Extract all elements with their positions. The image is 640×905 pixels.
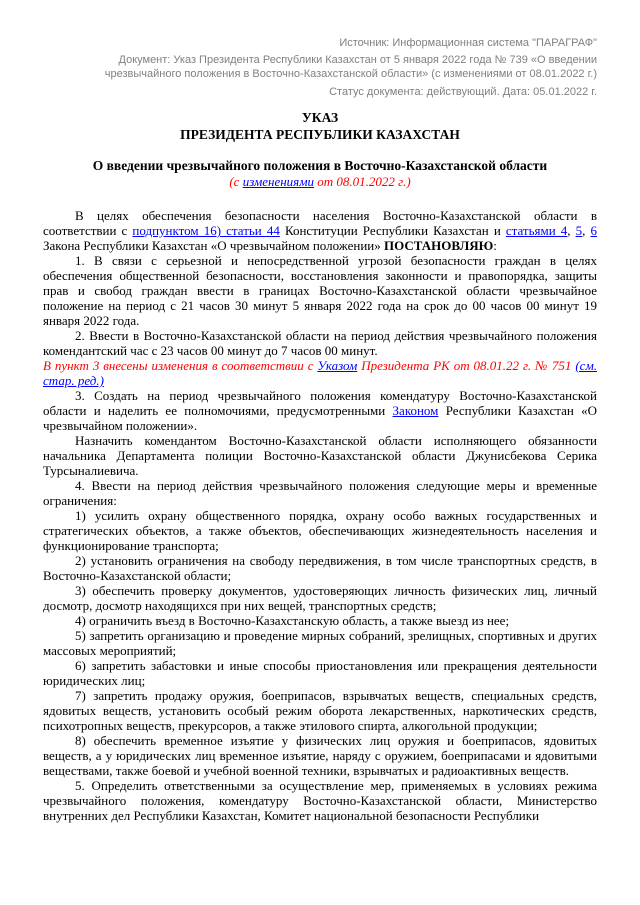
point-3-amendment-notice — [43, 358, 597, 388]
measure-item-1: 1) усилить охрану общественного порядка, охрану особо важных государственных и стратегических объектов, а также объектов, обеспечивающих жизнедеятельность населения и функционирование транспорта; — [43, 508, 597, 553]
document-meta — [43, 36, 597, 99]
amendment-link[interactable]: изменениями — [242, 174, 315, 189]
emergency-law-link[interactable]: Законом — [392, 403, 439, 418]
law-article-6-link[interactable]: 6 — [590, 223, 597, 238]
amendment-suffix: от 08.01.2022 г.) — [314, 174, 411, 189]
intro-text-4: , — [582, 223, 591, 238]
law-article-4-link[interactable]: статьями 4 — [505, 223, 568, 238]
paragraph-3-appointment: Назначить комендантом Восточно-Казахстанской области исполняющего обязанности начальника Департамента полиции Восточно-Казахстанской области Джунисбекова Серика Турсыналиевича. — [43, 433, 597, 478]
paragraph-2: 2. Ввести в Восточно-Казахстанской области на период действия чрезвычайного положения комендантский час с 23 часов 00 минут до 7 часов 00 минут. — [43, 328, 597, 358]
decree-issuer-heading: ПРЕЗИДЕНТА РЕСПУБЛИКИ КАЗАХСТАН — [180, 127, 460, 142]
notice-text-2: Президента РК от 08.01.22 г. № 751 — [357, 358, 576, 373]
decree-heading — [43, 109, 597, 143]
intro-text-5: Закона Республики Казахстан «О чрезвычайном положении» — [43, 238, 384, 253]
intro-paragraph — [43, 208, 597, 253]
paragraph-5: 5. Определить ответственными за осуществление мер, применяемых в условиях режима чрезвычайного положения, комендатуру Восточно-Казахстанской области, Министерство внутренних дел Республики Казахстан, Комитет национальной безопасности Республики — [43, 778, 597, 823]
meta-status-line: Статус документа: действующий. Дата: 05.01.2022 г. — [329, 86, 597, 98]
paragraph-3 — [43, 388, 597, 433]
paragraph-4: 4. Ввести на период действия чрезвычайного положения следующие меры и временные ограничения: — [43, 478, 597, 508]
document-title-block — [43, 157, 597, 190]
postanovlyayu-bold: ПОСТАНОВЛЯЮ — [383, 238, 494, 253]
decree-type-heading: УКАЗ — [301, 110, 339, 125]
measure-item-7: 7) запретить продажу оружия, боеприпасов, взрывчатых веществ, специальных средств, ядовитых веществ, установить особый режим оборота лекарственных, наркотических средств, психотропных веществ, прекурсоров, а также этилового спирта, алкогольной продукции; — [43, 688, 597, 733]
decree-751-link[interactable]: Указом — [317, 358, 358, 373]
measure-item-5: 5) запретить организацию и проведение мирных собраний, зрелищных, спортивных и других массовых мероприятий; — [43, 628, 597, 658]
measure-item-3: 3) обеспечить проверку документов, удостоверяющих личность физических лиц, личный досмотр, досмотр находящихся при них вещей, транспортных средств; — [43, 583, 597, 613]
intro-text-2: Конституции Республики Казахстан и — [279, 223, 506, 238]
document-body — [43, 208, 597, 823]
intro-text-3: , — [567, 223, 576, 238]
meta-source-line: Источник: Информационная система "ПАРАГРАФ" — [339, 37, 597, 49]
document-title: О введении чрезвычайного положения в Восточно-Казахстанской области — [92, 158, 548, 173]
paragraph-1: 1. В связи с серьезной и непосредственной угрозой безопасности граждан в целях обеспечения общественной безопасности, восстановления законности и правопорядка, защиты прав и свобод граждан ввести в границах Восточно-Казахстанской области чрезвычайное положение на период с 21 часов 30 минут 5 января 2022 года на срок до 00 часов 00 минут 19 января 2022 года. — [43, 253, 597, 328]
measure-item-6: 6) запретить забастовки и иные способы приостановления или прекращения деятельности юридических лиц; — [43, 658, 597, 688]
intro-text-6: : — [493, 238, 497, 253]
amendment-note — [43, 174, 597, 190]
meta-document-line: Документ: Указ Президента Республики Казахстан от 5 января 2022 года № 739 «О введении чрезвычайного положения в Восточно-Казахстанской области» (с изменениями от 08.01.2022 г.) — [104, 54, 597, 80]
measure-item-4: 4) ограничить въезд в Восточно-Казахстанскую область, а также выезд из нее; — [75, 613, 510, 628]
paragraph-3-text-2: Республики Казахстан «О чрезвычайном положении». — [43, 403, 597, 433]
measure-item-8: 8) обеспечить временное изъятие у физических лиц оружия и боеприпасов, ядовитых веществ, а у юридических лиц временное изъятие, наряду с оружием, боеприпасами и ядовитыми веществами, также боевой и учебной военной техники, взрывчатых и радиоактивных веществ. — [43, 733, 597, 778]
constitution-article-44-link[interactable]: подпунктом 16) статьи 44 — [132, 223, 280, 238]
paragraph-3-text-1: 3. Создать на период чрезвычайного положения комендатуру Восточно-Казахстанской области и наделить ее полномочиями, предусмотренными — [43, 388, 597, 418]
amendment-prefix: (с — [229, 174, 243, 189]
old-version-link[interactable]: (см. стар. ред.) — [43, 358, 597, 388]
law-article-5-link[interactable]: 5 — [575, 223, 583, 238]
intro-text-1: В целях обеспечения безопасности населения Восточно-Казахстанской области в соответствии с — [43, 208, 597, 238]
notice-text-1: В пункт 3 внесены изменения в соответствии с — [43, 358, 318, 373]
measure-item-2: 2) установить ограничения на свободу передвижения, в том числе транспортных средств, в Восточно-Казахстанской области; — [43, 553, 597, 583]
